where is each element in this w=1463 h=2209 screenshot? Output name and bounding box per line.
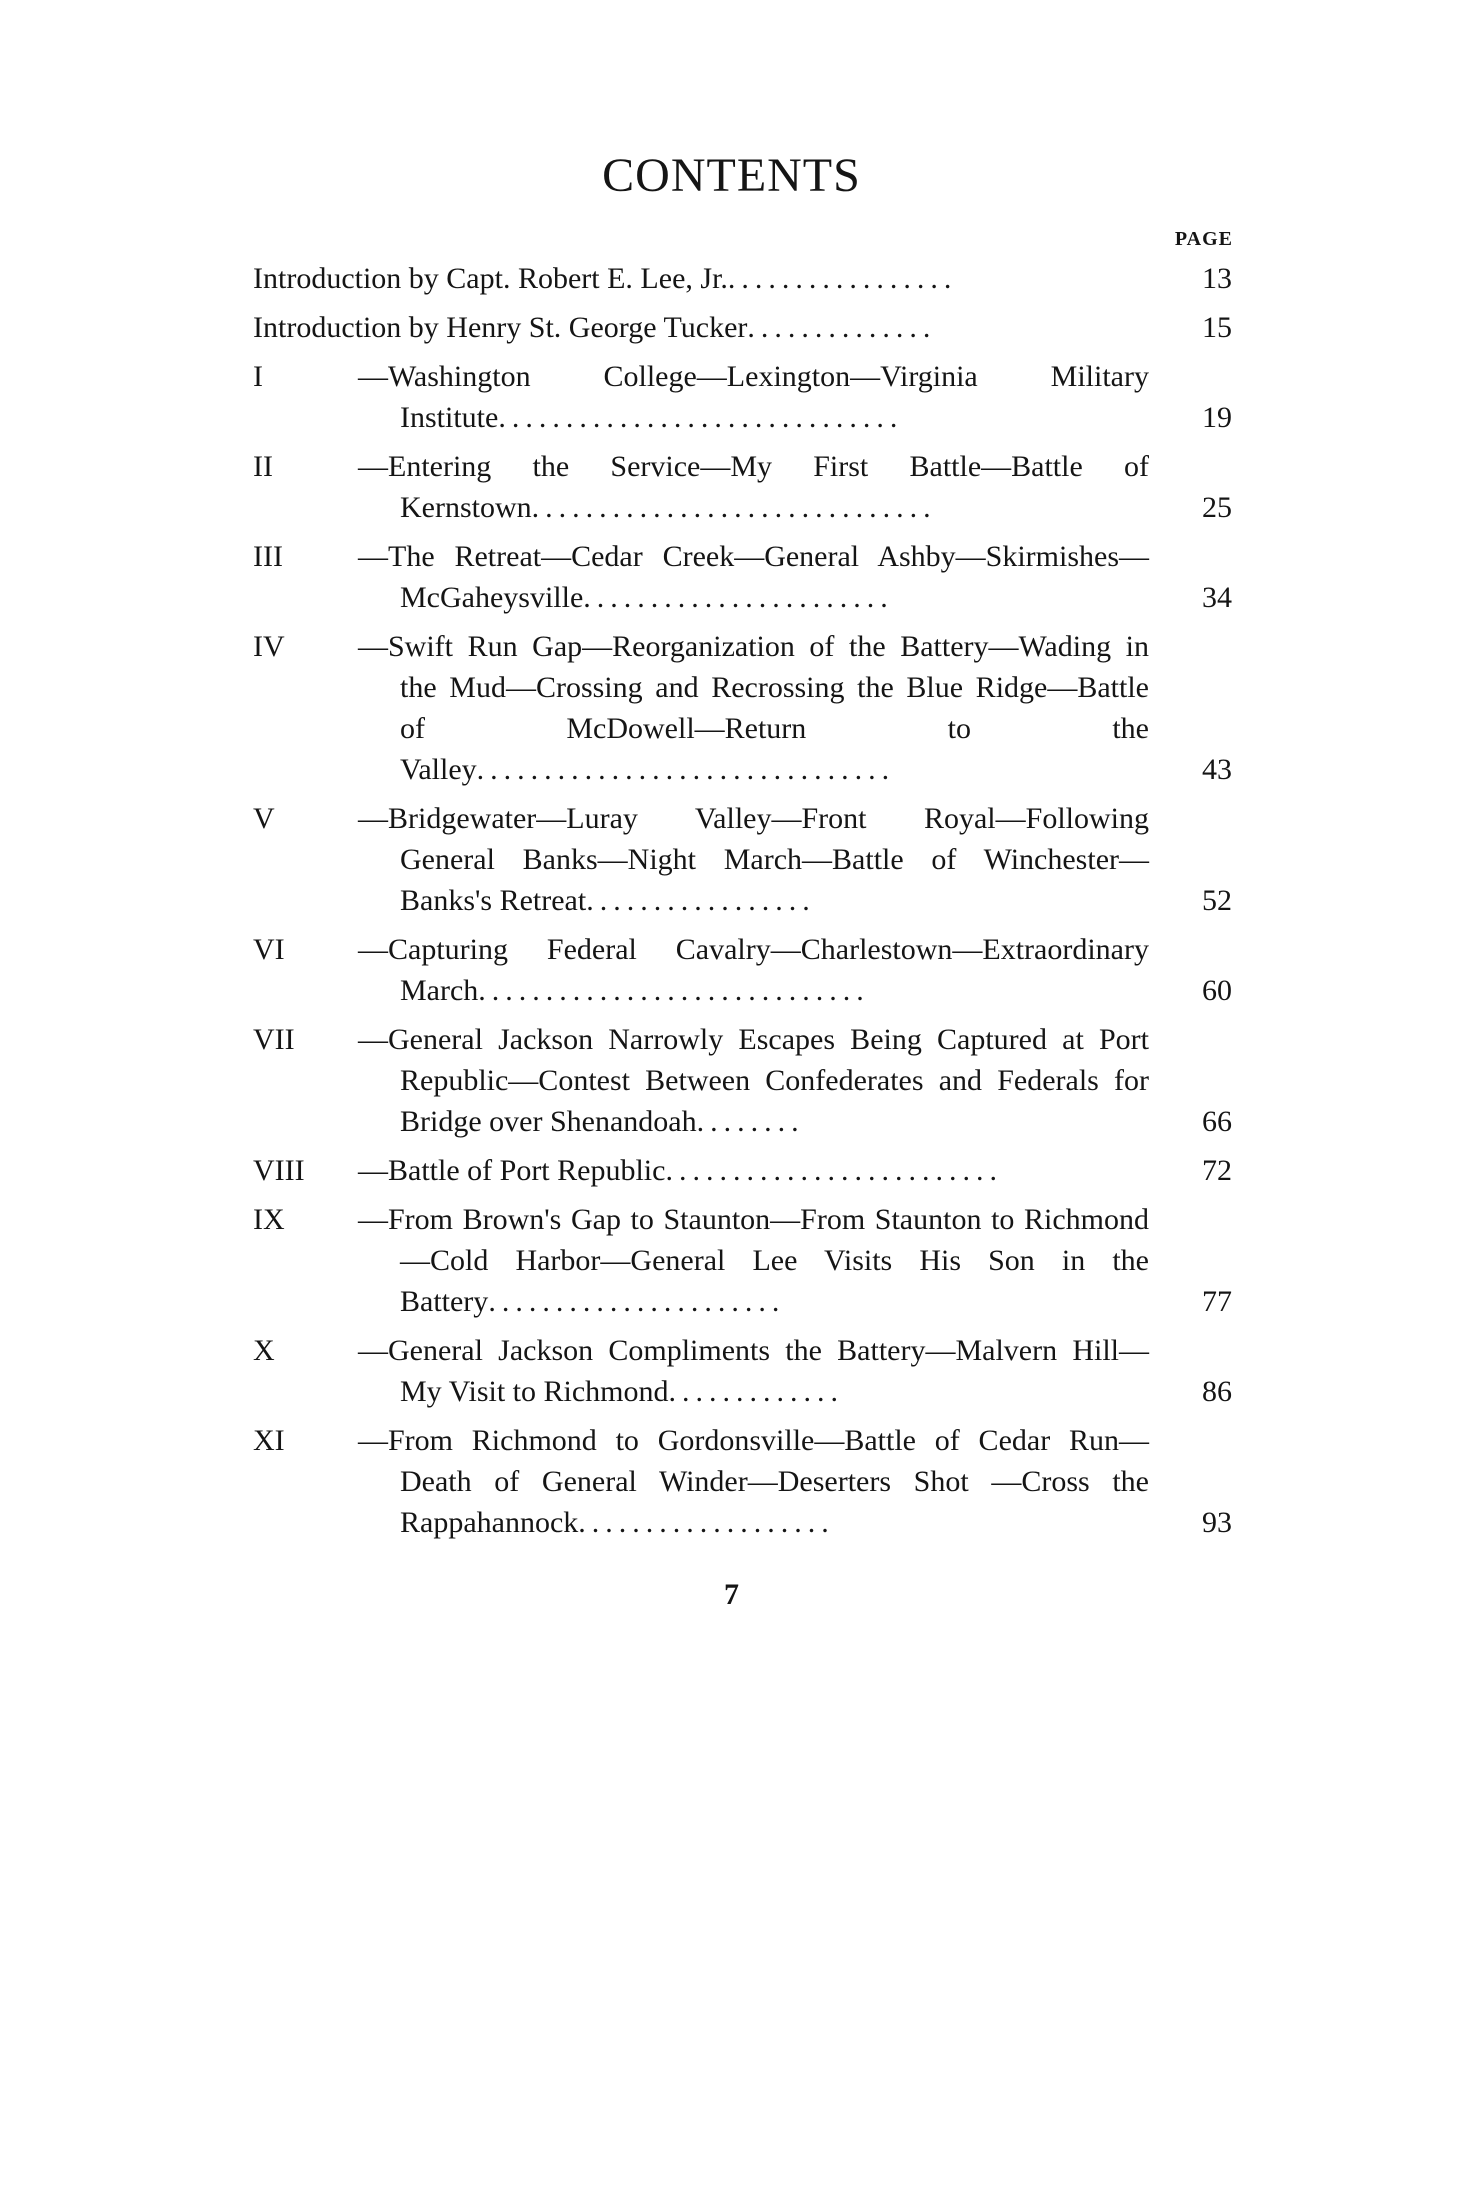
dot-leader: ................. bbox=[727, 262, 958, 295]
toc-entry-chapter-5: V —Bridgewater—Luray Valley—Front Royal—Following General Banks—Night March—Battle of Winchester—Banks's Retreat................. 52 bbox=[253, 798, 1232, 921]
table-of-contents bbox=[253, 258, 1232, 1551]
page-number: 15 bbox=[1202, 311, 1232, 344]
page-number: 93 bbox=[1202, 1506, 1232, 1539]
dot-leader: ............................... bbox=[476, 753, 896, 786]
entry-title: Introduction by Henry St. George Tucker bbox=[253, 311, 748, 344]
chapter-numeral: IX bbox=[253, 1203, 285, 1236]
page-column-label: PAGE bbox=[1174, 228, 1233, 250]
toc-entry-chapter-8: VIII —Battle of Port Republic......................... 72 bbox=[253, 1150, 1232, 1191]
chapter-numeral: X bbox=[253, 1334, 275, 1367]
folio-page-number: 7 bbox=[724, 1578, 739, 1611]
dot-leader: ............................. bbox=[478, 974, 870, 1007]
page-number: 52 bbox=[1202, 884, 1232, 917]
chapter-numeral: VI bbox=[253, 933, 285, 966]
chapter-numeral: VII bbox=[253, 1023, 295, 1056]
page-number: 25 bbox=[1202, 491, 1232, 524]
entry-title: The Retreat—Cedar Creek—General Ashby—Skirmishes—McGaheysville bbox=[388, 540, 1149, 614]
page-number: 66 bbox=[1202, 1105, 1232, 1138]
entry-title: Introduction by Capt. Robert E. Lee, Jr. bbox=[253, 262, 728, 295]
entry-title: Washington College—Lexington—Virginia Military Institute bbox=[388, 360, 1149, 434]
page-number: 86 bbox=[1202, 1375, 1232, 1408]
entry-title: General Jackson Compliments the Battery—Malvern Hill—My Visit to Richmond bbox=[388, 1334, 1149, 1408]
dot-leader: .............................. bbox=[531, 491, 937, 524]
entry-title: Capturing Federal Cavalry—Charlestown—Extraordinary March bbox=[388, 933, 1149, 1007]
dot-leader: .............................. bbox=[498, 401, 904, 434]
page-number: 43 bbox=[1202, 753, 1232, 786]
dot-leader: ....................... bbox=[583, 581, 894, 614]
toc-entry-chapter-3: III —The Retreat—Cedar Creek—General Ashby—Skirmishes—McGaheysville....................... 34 bbox=[253, 536, 1232, 618]
entry-title: From Brown's Gap to Staunton—From Staunton to Richmond—Cold Harbor—General Lee Visits His Son in the Battery bbox=[388, 1203, 1149, 1318]
toc-entry-chapter-6: VI —Capturing Federal Cavalry—Charlestown—Extraordinary March............................. 60 bbox=[253, 929, 1232, 1011]
entry-title: Swift Run Gap—Reorganization of the Battery—Wading in the Mud—Crossing and Recrossing the Blue Ridge—Battle of McDowell—Return to the Valley bbox=[388, 630, 1149, 786]
dot-leader: ................... bbox=[578, 1506, 835, 1539]
chapter-numeral: V bbox=[253, 802, 275, 835]
chapter-numeral: VIII bbox=[253, 1154, 305, 1187]
page-title: CONTENTS bbox=[602, 149, 861, 202]
entry-title: From Richmond to Gordonsville—Battle of Cedar Run—Death of General Winder—Deserters Shot —Cross the Rappahannock bbox=[388, 1424, 1149, 1539]
dot-leader: ...................... bbox=[488, 1285, 786, 1318]
chapter-numeral: XI bbox=[253, 1424, 285, 1457]
entry-title: General Jackson Narrowly Escapes Being Captured at Port Republic—Contest Between Confederates and Federals for Bridge over Shenandoah bbox=[388, 1023, 1149, 1138]
page-number: 77 bbox=[1202, 1285, 1232, 1318]
toc-entry-chapter-1: I —Washington College—Lexington—Virginia Military Institute.............................. 19 bbox=[253, 356, 1232, 438]
entry-title: Battle of Port Republic bbox=[388, 1154, 666, 1187]
chapter-numeral: IV bbox=[253, 630, 285, 663]
toc-entry-chapter-9: IX —From Brown's Gap to Staunton—From Staunton to Richmond—Cold Harbor—General Lee Visits His Son in the Battery...................... 77 bbox=[253, 1199, 1232, 1322]
entry-title: Entering the Service—My First Battle—Battle of Kernstown bbox=[388, 450, 1149, 524]
page-number: 60 bbox=[1202, 974, 1232, 1007]
toc-entry-intro-tucker bbox=[253, 307, 1232, 348]
dot-leader: ............. bbox=[668, 1375, 845, 1408]
toc-entry-intro-lee bbox=[253, 258, 1232, 299]
dot-leader: ......................... bbox=[665, 1154, 1003, 1187]
dot-leader: ................. bbox=[586, 884, 816, 917]
page-number: 13 bbox=[1202, 262, 1232, 295]
chapter-numeral: I bbox=[253, 360, 263, 393]
chapter-numeral: III bbox=[253, 540, 283, 573]
page-number: 34 bbox=[1202, 581, 1232, 614]
page-number: 72 bbox=[1202, 1154, 1232, 1187]
toc-entry-chapter-7: VII —General Jackson Narrowly Escapes Being Captured at Port Republic—Contest Between Confederates and Federals for Bridge over Shenandoah........ 66 bbox=[253, 1019, 1232, 1142]
chapter-numeral: II bbox=[253, 450, 273, 483]
toc-entry-chapter-10: X —General Jackson Compliments the Battery—Malvern Hill—My Visit to Richmond............. 86 bbox=[253, 1330, 1232, 1412]
toc-entry-chapter-4: IV —Swift Run Gap—Reorganization of the Battery—Wading in the Mud—Crossing and Recrossing the Blue Ridge—Battle of McDowell—Return to the Valley............................... 43 bbox=[253, 626, 1232, 790]
page-number: 19 bbox=[1202, 401, 1232, 434]
dot-leader: .............. bbox=[747, 311, 937, 344]
entry-title: Bridgewater—Luray Valley—Front Royal—Following General Banks—Night March—Battle of Winchester—Banks's Retreat bbox=[388, 802, 1149, 917]
toc-entry-chapter-11: XI —From Richmond to Gordonsville—Battle of Cedar Run—Death of General Winder—Deserters Shot —Cross the Rappahannock................... 93 bbox=[253, 1420, 1232, 1543]
dot-leader: ........ bbox=[696, 1105, 805, 1138]
toc-entry-chapter-2: II —Entering the Service—My First Battle—Battle of Kernstown.............................. 25 bbox=[253, 446, 1232, 528]
